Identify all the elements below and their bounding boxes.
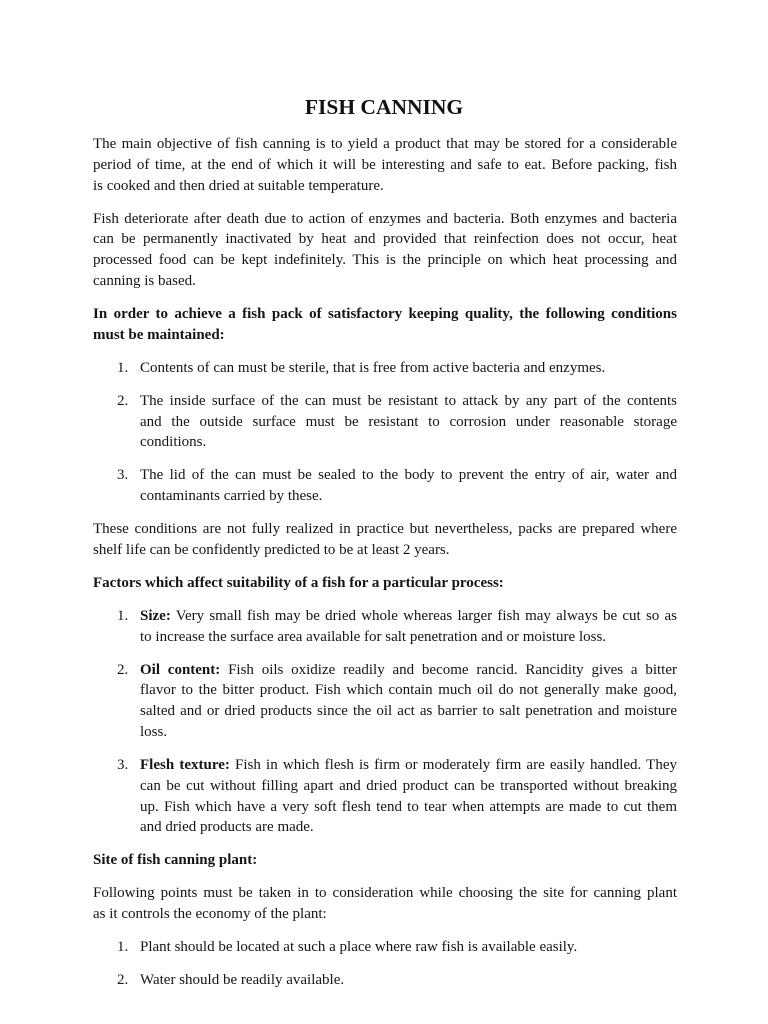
list-item-line: Contents of can must be sterile, that is free from active bacteria and enzymes. — [140, 359, 606, 376]
list-number: 3. — [117, 467, 129, 484]
paragraph-line: can be permanently inactivated by heat and provided that reinfection does not occur, heat — [93, 231, 677, 248]
paragraph-line: as it controls the economy of the plant: — [93, 906, 327, 923]
list-item-line: The lid of the can must be sealed to the body to prevent the entry of air, water and — [140, 467, 677, 484]
factors-heading — [93, 573, 677, 594]
list-item — [93, 606, 677, 648]
list-item-line: conditions. — [140, 434, 207, 451]
item-text: Fish oils oxidize readily and become rancid. Rancidity gives a bitter — [228, 661, 677, 678]
list-number: 2. — [117, 392, 129, 409]
list-item-line: loss. — [140, 724, 168, 741]
list-item-line — [140, 606, 677, 627]
list-item-line: and dried products are made. — [140, 819, 314, 836]
paragraph-line: is cooked and then dried at suitable temperature. — [93, 177, 384, 194]
list-item-line: up. Fish which have a very soft flesh tend to tear when attempts are made to cut them — [140, 798, 677, 815]
page-title: FISH CANNING — [304, 95, 464, 119]
list-number: 2. — [117, 661, 129, 678]
list-item-line: salted and or dried products since the oil act as barrier to salt penetration and moisture — [140, 703, 677, 720]
paragraph-line: Fish deteriorate after death due to action of enzymes and bacteria. Both enzymes and bacteria — [93, 210, 677, 227]
document-body — [93, 134, 677, 1003]
item-label: Oil content: — [140, 661, 221, 678]
list-item-line: can be cut without filling apart and dried product can be transported without breaking — [140, 777, 677, 794]
list-item — [93, 465, 677, 507]
paragraph-line: These conditions are not fully realized in practice but nevertheless, packs are prepared where — [93, 521, 677, 538]
list-item-line — [140, 660, 677, 681]
item-label: Size: — [140, 607, 171, 624]
list-item — [93, 755, 677, 838]
conditions-note-paragraph — [93, 519, 677, 561]
heading-line: In order to achieve a fish pack of satisfactory keeping quality, the following conditions — [93, 305, 677, 322]
intro-paragraph — [93, 134, 677, 196]
list-number: 3. — [117, 757, 129, 773]
list-item — [93, 970, 677, 991]
item-label: Flesh texture: — [140, 757, 230, 773]
list-item-line: and the outside surface must be resistant to corrosion under reasonable storage — [140, 413, 677, 430]
list-number: 1. — [117, 359, 129, 376]
list-item-line — [140, 755, 677, 776]
list-item-line: contaminants carried by these. — [140, 488, 323, 505]
paragraph-line: canning is based. — [93, 272, 196, 289]
list-item-line: Plant should be located at such a place where raw fish is available easily. — [140, 939, 578, 956]
list-item-line: to increase the surface area available for salt penetration and or moisture loss. — [140, 628, 607, 645]
paragraph-line: The main objective of fish canning is to yield a product that may be stored for a considerable — [93, 136, 677, 152]
item-text: Fish in which flesh is firm or moderately firm are easily handled. They — [235, 757, 677, 773]
list-item — [93, 391, 677, 453]
list-number: 2. — [117, 972, 129, 989]
list-item — [93, 358, 677, 379]
conditions-heading — [93, 304, 677, 346]
list-item-line: The inside surface of the can must be resistant to attack by any part of the contents — [140, 392, 677, 409]
heading-line: Factors which affect suitability of a fish for a particular process: — [93, 574, 504, 591]
heading-line: must be maintained: — [93, 326, 225, 343]
heading-line: Site of fish canning plant: — [93, 852, 258, 869]
item-text: Very small fish may be dried whole whereas larger fish may always be cut so as — [175, 607, 677, 624]
list-item-line: Water should be readily available. — [140, 972, 345, 989]
paragraph-line: period of time, at the end of which it will be interesting and safe to eat. Before packing, fish — [93, 156, 677, 173]
site-intro-paragraph — [93, 883, 677, 925]
list-item — [93, 660, 677, 743]
paragraph-line: processed food can be kept indefinitely. This is the principle on which heat processing and — [93, 252, 677, 269]
list-number: 1. — [117, 939, 129, 956]
paragraph-line: Following points must be taken in to consideration while choosing the site for canning plant — [93, 885, 677, 902]
paragraph-line: shelf life can be confidently predicted to be at least 2 years. — [93, 541, 450, 558]
list-item-line: flavor to the bitter product. Fish which contain much oil do not generally make good, — [140, 682, 677, 699]
site-heading — [93, 850, 677, 871]
list-item — [93, 937, 677, 958]
principle-paragraph — [93, 209, 677, 292]
list-number: 1. — [117, 607, 129, 624]
